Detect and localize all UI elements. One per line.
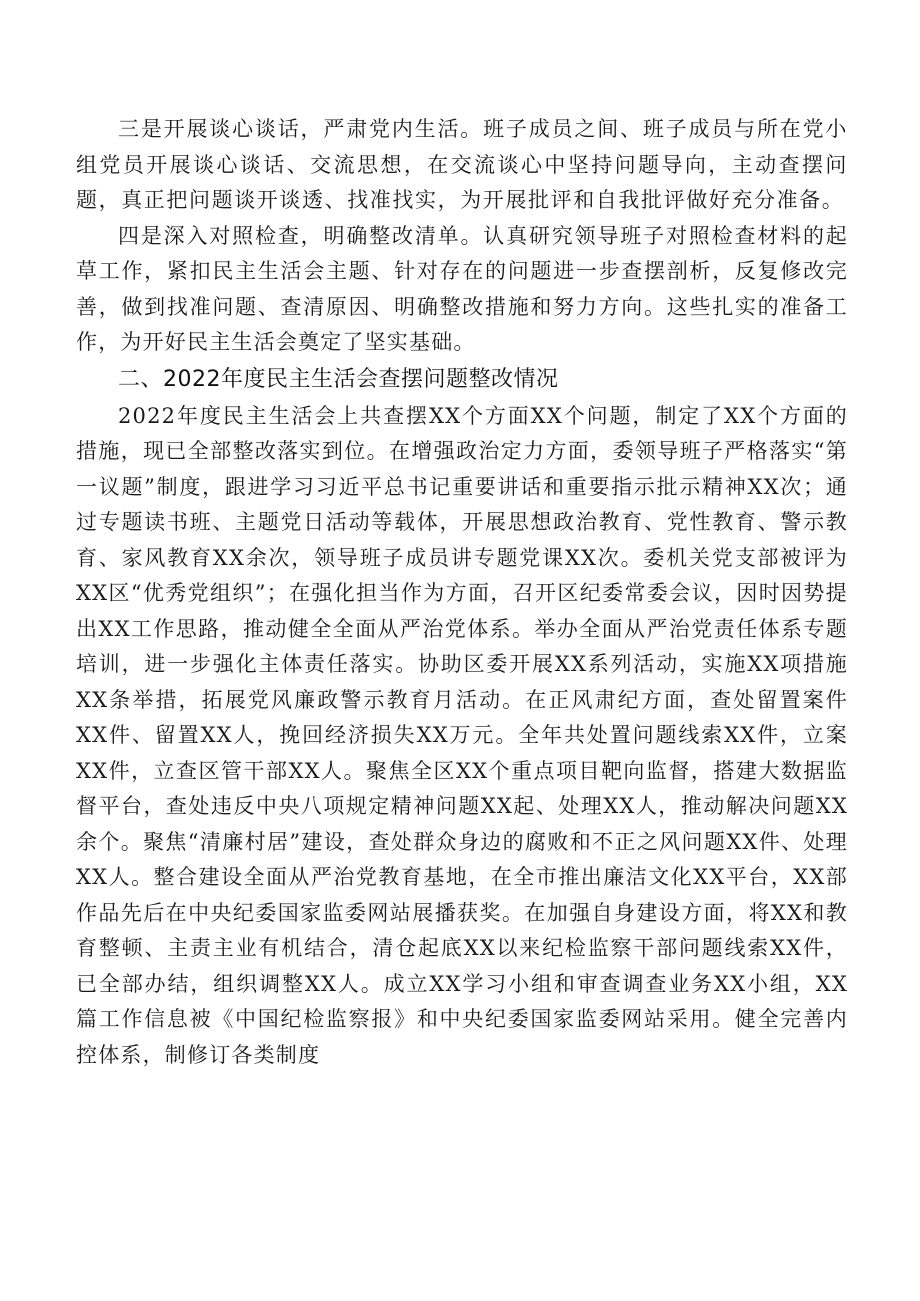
- paragraph-self-check: 四是深入对照检查，明确整改清单。认真研究领导班子对照检查材料的起草工作，紧扣民主生活会主题、针对存在的问题进一步查摆剖析，反复修改完善，做到找准问题、查清原因、明确整改措施和努力方向。这些扎实的准备工作，为开好民主生活会奠定了坚实基础。: [76, 223, 848, 354]
- document-body: [76, 112, 848, 1073]
- paragraph-talk-heart: 三是开展谈心谈话，严肃党内生活。班子成员之间、班子成员与所在党小组党员开展谈心谈话、交流思想，在交流谈心中坚持问题导向，主动查摆问题，真正把问题谈开谈透、找准找实，为开展批评和自我批评做好充分准备。: [76, 117, 848, 212]
- paragraph-rectification-status: 2022年度民主生活会上共查摆XX个方面XX个问题，制定了XX个方面的措施，现已全部整改落实到位。在增强政治定力方面，委领导班子严格落实“第一议题”制度，跟进学习习近平总书记重要讲话和重要指示批示精神XX次；通过专题读书班、主题党日活动等载体，开展思想政治教育、党性教育、警示教育、家风教育XX余次，领导班子成员讲专题党课XX次。委机关党支部被评为XX区“优秀党组织”；在强化担当作为方面，召开区纪委常委会议，因时因势提出XX工作思路，推动健全全面从严治党体系。举办全面从严治党责任体系专题培训，进一步强化主体责任落实。协助区委开展XX系列活动，实施XX项措施XX条举措，拓展党风廉政警示教育月活动。在正风肃纪方面，查处留置案件XX件、留置XX人，挽回经济损失XX万元。全年共处置问题线索XX件，立案XX件，立查区管干部XX人。聚焦全区XX个重点项目靶向监督，搭建大数据监督平台，查处违反中央八项规定精神问题XX起、处理XX人，推动解决问题XX余个。聚焦“清廉村居”建设，查处群众身边的腐败和不正之风问题XX件、处理XX人。整合建设全面从严治党教育基地，在全市推出廉洁文化XX平台，XX部作品先后在中央纪委国家监委网站展播获奖。在加强自身建设方面，将XX和教育整顿、主责主业有机结合，清仓起底XX以来纪检监察干部问题线索XX件，已全部办结，组织调整XX人。成立XX学习小组和审查调查业务XX小组，XX篇工作信息被《中国纪检监察报》和中央纪委国家监委网站采用。健全完善内控体系，制修订各类制度: [76, 403, 848, 1067]
- section-heading-rectification: 二、2022年度民主生活会查摆问题整改情况: [118, 366, 559, 392]
